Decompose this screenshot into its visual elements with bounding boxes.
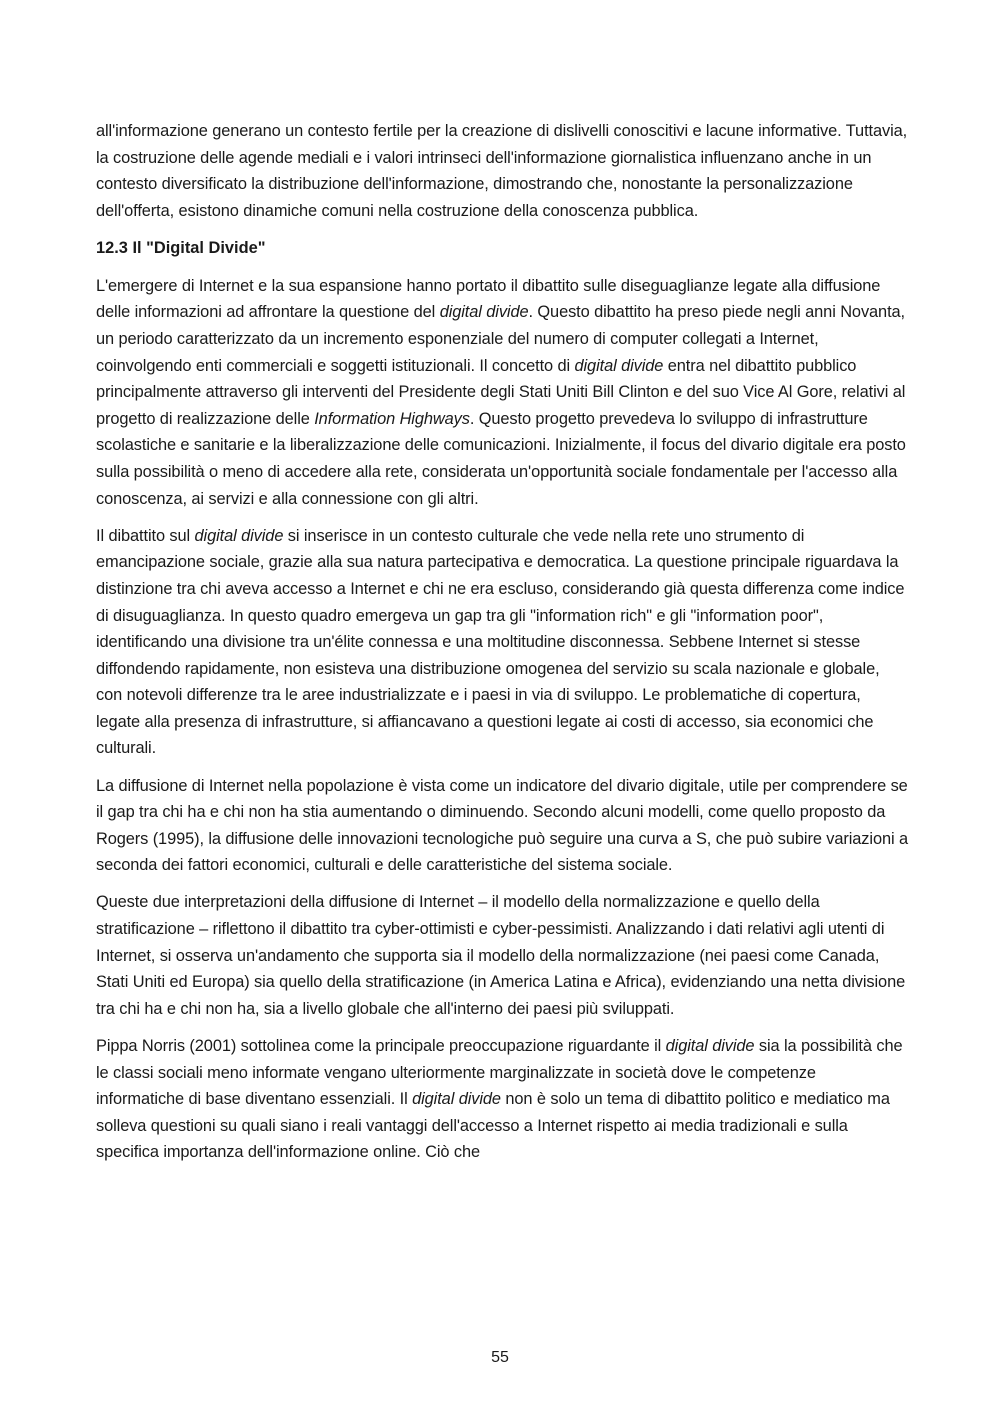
document-page bbox=[96, 118, 908, 1176]
paragraph-5 bbox=[96, 1033, 908, 1166]
italic-term: digital divide bbox=[665, 1036, 755, 1055]
paragraph-intro bbox=[96, 118, 908, 224]
text-segment: . Questo dibattito ha preso piede negli anni Novanta, un periodo caratterizzato da un incremento esponenziale del numero di computer collegati a Internet, coinvolgendo enti commerciali e soggetti istituzionali. Il concetto di bbox=[96, 303, 905, 375]
paragraph-2 bbox=[96, 523, 908, 762]
text-segment: non è solo un tema di dibattito politico e mediatico ma solleva questioni su quali siano i reali vantaggi dell'accesso a Internet rispetto ai media tradizionali e sulla specifica importanza dell'informazione online. Ciò che bbox=[96, 1090, 890, 1162]
text-segment: L'emergere di Internet e la sua espansione hanno portato il dibattito sulle diseguaglianze legate alla diffusione delle informazioni ad affrontare la questione del bbox=[96, 276, 881, 322]
italic-term: digital divide bbox=[439, 303, 529, 322]
italic-term: Information Highways bbox=[314, 409, 470, 428]
paragraph-1 bbox=[96, 273, 908, 512]
text-segment: all'informazione generano un contesto fertile per la creazione di dislivelli conoscitivi e lacune informative. Tuttavia, la costruzione delle agende mediali e i valori intrinseci dell'informazione giornalistica influenzano anche in un contesto diversificato la distribuzione dell'informazione, dimostrando che, nonostante la personalizzazione dell'offerta, esistono dinamiche comuni nella costruzione della conoscenza pubblica. bbox=[96, 122, 908, 220]
text-segment: La diffusione di Internet nella popolazione è vista come un indicatore del divario digitale, utile per comprendere se il gap tra chi ha e chi non ha stia aumentando o diminuendo. Secondo alcuni modelli, come quello proposto da Rogers (1995), la diffusione delle innovazioni tecnologiche può seguire una curva a S, che può subire variazioni a seconda dei fattori economici, culturali e delle caratteristiche del sistema sociale. bbox=[96, 776, 908, 875]
page-number: 55 bbox=[491, 1349, 509, 1366]
text-segment: sia la possibilità che le classi sociali meno informate vengano ulteriormente marginalizzate in società dove le competenze informatiche di base diventano essenziali. Il bbox=[96, 1036, 903, 1109]
italic-term: digital divide bbox=[574, 356, 664, 375]
text-segment: Queste due interpretazioni della diffusione di Internet – il modello della normalizzazione e quello della stratificazione – riflettono il dibattito tra cyber-ottimisti e cyber-pessimisti. Analizzando i dati relativi agli utenti di Internet, si osserva un'andamento che supporta sia il modello della normalizzazione (nei paesi come Canada, Stati Uniti ed Europa) sia quello della stratificazione (in America Latina e Africa), evidenziando una netta divisione tra chi ha e chi non ha, sia a livello globale che all'interno dei paesi più sviluppati. bbox=[96, 893, 906, 1018]
text-segment: entra nel dibattito pubblico principalmente attraverso gli interventi del Presidente degli Stati Uniti Bill Clinton e del suo Vice Al Gore, relativi al progetto di realizzazione delle bbox=[96, 356, 906, 428]
italic-term: digital divide bbox=[194, 526, 284, 545]
paragraph-3 bbox=[96, 773, 908, 879]
text-segment: si inserisce in un contesto culturale che vede nella rete uno strumento di emancipazione sociale, grazie alla sua natura partecipativa e democratica. La questione principale riguardava la distinzione tra chi aveva accesso a Internet e chi ne era escluso, considerando già questa differenza come indice di disuguaglianza. In questo quadro emergeva un gap tra gli "information rich" e gli "information poor", identificando una divisione tra un'élite connessa e una moltitudine disconnessa. Sebbene Internet si stesse diffondendo rapidamente, non esisteva una distribuzione omogenea del servizio su scala nazionale e globale, con notevoli differenze tra le aree industrializzate e i paesi in via di sviluppo. Le problematiche di copertura, legate alla presenza di infrastrutture, si affiancavano a questioni legate ai costi di accesso, sia economici che culturali. bbox=[96, 526, 905, 758]
section-heading: 12.3 Il "Digital Divide" bbox=[96, 238, 266, 257]
text-segment: Pippa Norris (2001) sottolinea come la principale preoccupazione riguardante il bbox=[96, 1036, 666, 1055]
paragraph-4 bbox=[96, 889, 908, 1022]
text-segment: Il dibattito sul bbox=[96, 526, 195, 545]
text-segment: . Questo progetto prevedeva lo sviluppo di infrastrutture scolastiche e sanitarie e la liberalizzazione delle comunicazioni. Inizialmente, il focus del divario digitale era posto sulla possibilità o meno di accedere alla rete, considerata un'opportunità sociale fondamentale per l'accesso alla conoscenza, ai servizi e alla connessione con gli altri. bbox=[96, 409, 906, 508]
italic-term: digital divide bbox=[412, 1090, 501, 1109]
